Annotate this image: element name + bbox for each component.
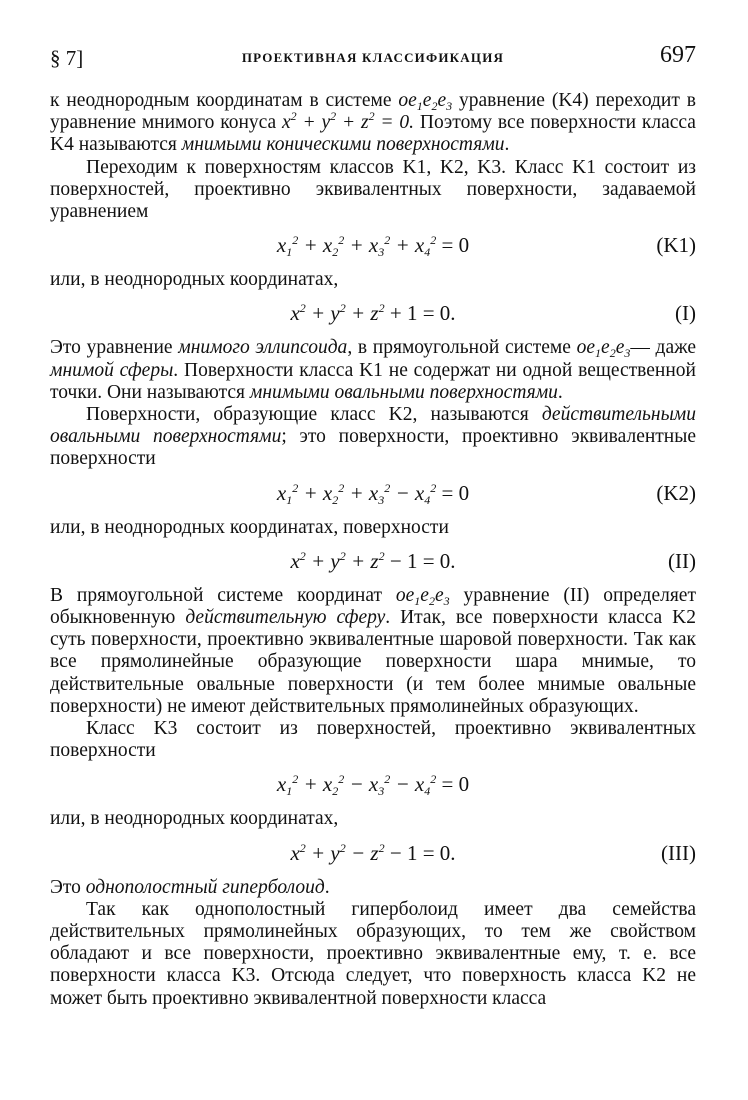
basis-oe1e2e3: $oe_1e_2e_3$	[398, 90, 453, 113]
term-imaginary-ellipsoid: мнимого эллипсоида	[178, 337, 348, 359]
equation-k3-formula: $x_1^2 + x_2^2 - x_3^2 - x_4^2 = 0$	[276, 772, 470, 799]
equation-k1-tag: (K1)	[656, 233, 696, 258]
running-header	[50, 38, 696, 78]
equation-ii-formula: $x^2 + y^2 + z^2 - 1 = 0$.	[290, 548, 456, 573]
equation-k1	[50, 225, 696, 266]
paragraph-k4-conclusion: к неоднородным координатам в системе $oe_1e_2e_3$ уравнение (K4) переходит в уравнение мнимого конуса $x^2 + y^2 + z^2 = 0$. Поэтому все поверхности класса K4 называются мнимыми коническими поверхностями.	[50, 90, 696, 156]
paragraph-imaginary-ellipsoid: Это уравнение мнимого эллипсоида, в прямоугольной системе $oe_1e_2e_3—$ даже мнимой сферы. Поверхности класса K1 не содержат ни одной вещественной точки. Они называются мнимыми овальными поверхностями.	[50, 337, 696, 403]
term-imaginary-sphere: мнимой сферы	[50, 359, 174, 381]
equation-iii-tag: (III)	[661, 840, 696, 865]
paragraph-hyperboloid-rulings: Так как однополостный гиперболоид имеет два семейства действительных прямолинейных образующих, то тем же свойством обладают и все поверхности, проективно эквивалентные ему, т. е. все поверхности класса K3. Отсюда следует, что поверхность класса K2 не может быть проективно эквивалентной поверхности класса	[50, 898, 696, 1009]
equation-ii-tag: (II)	[668, 548, 696, 573]
page-body	[50, 90, 696, 1010]
paragraph-classes-intro: Переходим к поверхностям классов K1, K2, K3. Класс K1 состоит из поверхностей, проективно эквивалентных поверхности, задаваемой уравнением	[50, 156, 696, 223]
term-imaginary-oval-surfaces: мнимыми овальными поверхностями	[249, 381, 558, 403]
equation-iii	[50, 833, 696, 874]
basis-oe1e2e3: $oe_1e_2e_3$	[576, 337, 631, 361]
paragraph-class-k2: Поверхности, образующие класс K2, называются действительными овальными поверхностями; это поверхности, проективно эквивалентные поверхности	[50, 404, 696, 470]
equation-k2	[50, 473, 696, 514]
equation-i-formula: $x^2 + y^2 + z^2 + 1 = 0$.	[290, 301, 456, 326]
paragraph-class-k3: Класс K3 состоит из поверхностей, проективно эквивалентных поверхности	[50, 718, 696, 762]
equation-k2-tag: (K2)	[656, 480, 696, 505]
equation-iii-formula: $x^2 + y^2 - z^2 - 1 = 0$.	[290, 840, 456, 865]
paragraph-real-sphere: В прямоугольной системе координат $oe_1e_2e_3$ уравнение (II) определяет обыкновенную действительную сферу. Итак, все поверхности класса K2 суть поверхности, проективно эквивалентные шаровой поверхности. Так как все прямолинейные образующие поверхности шара мнимые, то действительные овальные поверхности (и тем более мнимые овальные поверхности) не имеют действительных прямолинейных образующих.	[50, 584, 696, 717]
equation-i-tag: (I)	[675, 301, 696, 326]
term-imaginary-conical-surfaces: мнимыми коническими поверхностями	[181, 134, 505, 156]
text-or-inhomogeneous-1: или, в неоднородных координатах,	[50, 269, 339, 291]
equation-k3	[50, 764, 696, 805]
term-real-sphere: действительную сферу	[185, 607, 386, 629]
section-marker: § 7]	[50, 46, 84, 70]
running-title: ПРОЕКТИВНАЯ КЛАССИФИКАЦИЯ	[241, 50, 505, 65]
page-number: 697	[660, 42, 696, 68]
term-real-oval-surfaces: действительными овальными поверхностями	[50, 404, 696, 448]
text-or-inhomogeneous-2: или, в неоднородных координатах,	[50, 808, 339, 830]
paragraph-hyperboloid: Это однополостный гиперболоид.	[50, 876, 330, 898]
equation-i	[50, 293, 696, 334]
equation-ii	[50, 541, 696, 582]
equation-k2-formula: $x_1^2 + x_2^2 + x_3^2 - x_4^2 = 0$	[276, 480, 470, 507]
basis-oe1e2e3: $oe_1e_2e_3$	[395, 584, 450, 608]
imaginary-cone-equation: $x^2 + y^2 + z^2 = 0$.	[282, 109, 415, 134]
term-one-sheet-hyperboloid: однополостный гиперболоид	[85, 876, 325, 898]
text-or-inhomogeneous-surface: или, в неоднородных координатах, поверхности	[50, 516, 449, 538]
equation-k1-formula: $x_1^2 + x_2^2 + x_3^2 + x_4^2 = 0$	[276, 233, 470, 260]
